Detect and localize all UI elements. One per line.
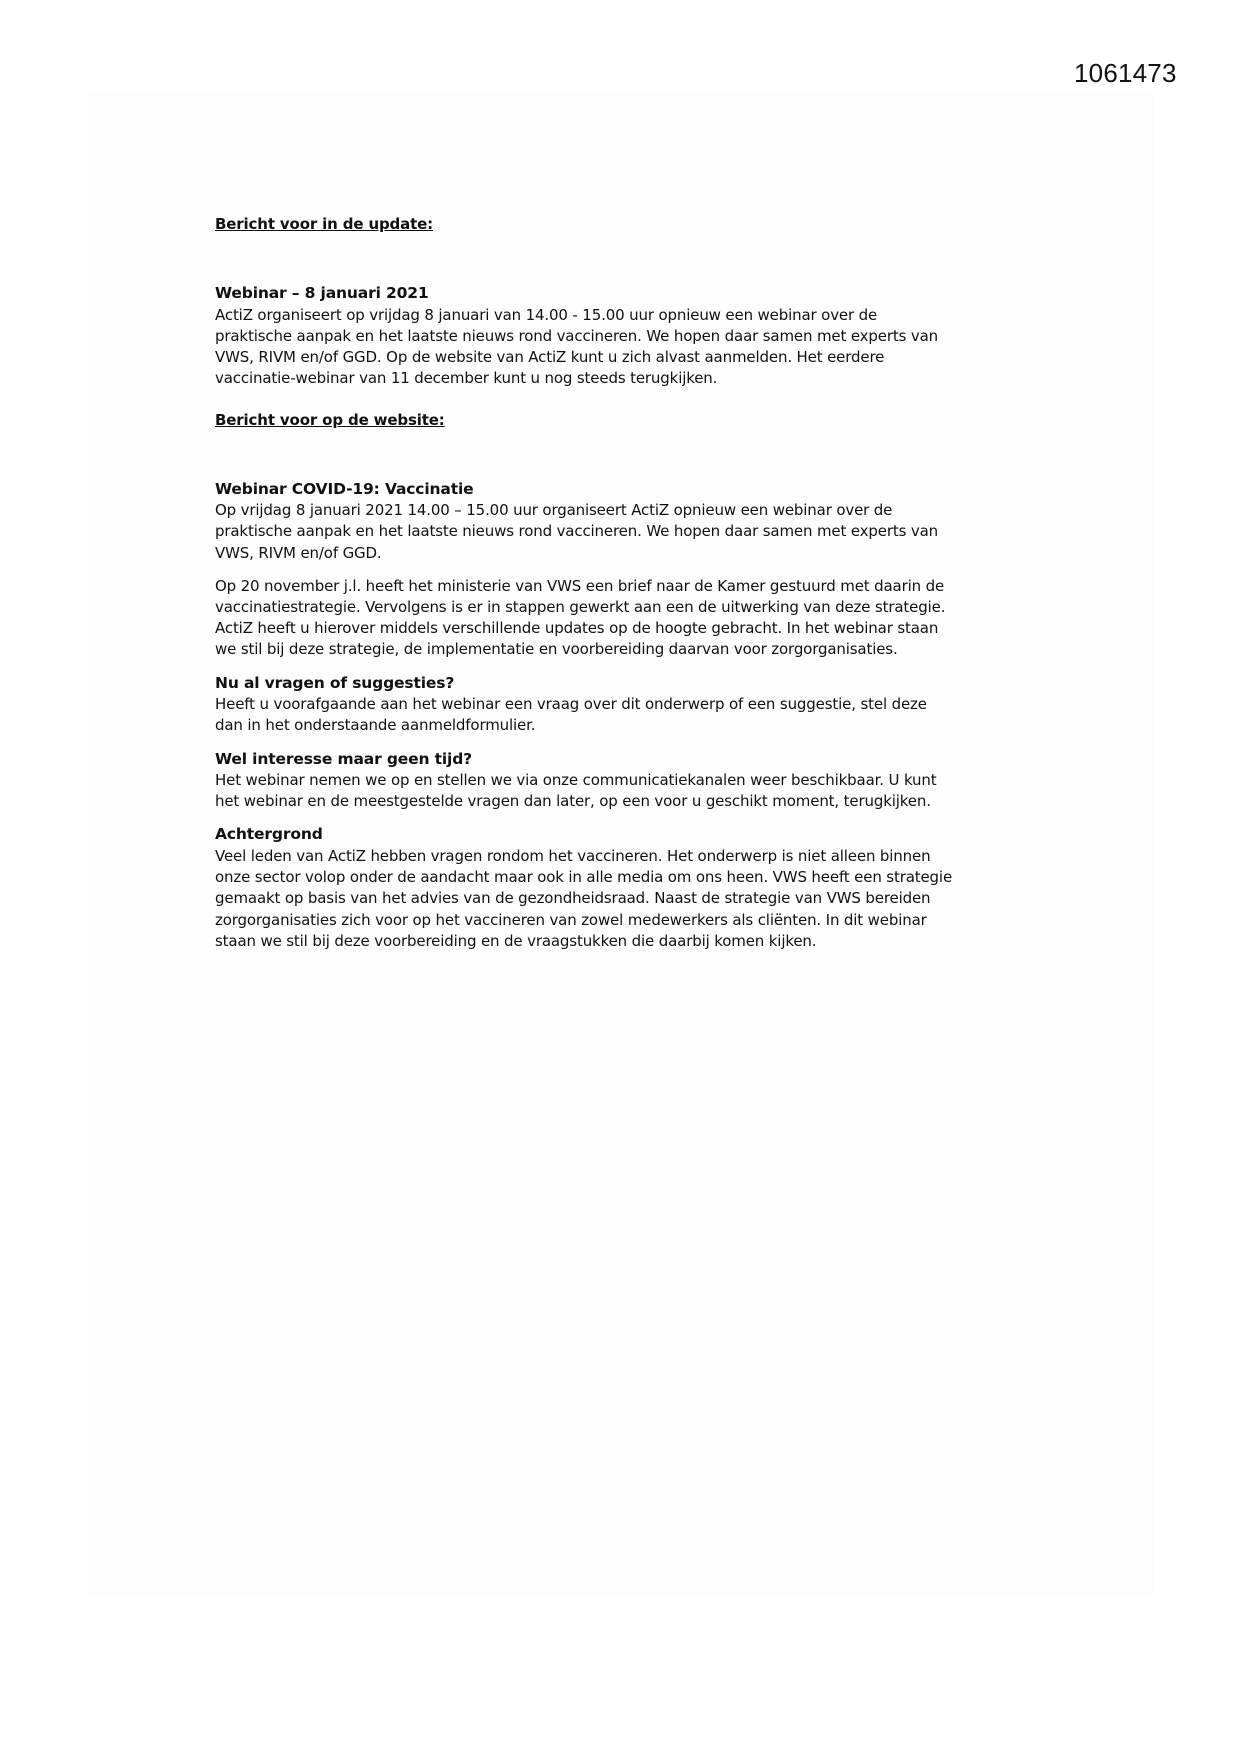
text-line: VWS, RIVM en/of GGD. Op de website van ActiZ kunt u zich alvast aanmelden. Het eerdere bbox=[215, 348, 885, 367]
text-line: Veel leden van ActiZ hebben vragen rondom het vaccineren. Het onderwerp is niet alleen binnen bbox=[215, 846, 931, 865]
text-line: onze sector volop onder de aandacht maar ook in alle media om ons heen. VWS heeft een strategie bbox=[215, 868, 953, 887]
heading-webinar-covid: Webinar COVID-19: Vaccinatie bbox=[215, 479, 474, 498]
text-line: VWS, RIVM en/of GGD. bbox=[215, 543, 382, 562]
background-paragraph bbox=[215, 846, 1045, 952]
text-line: we stil bij deze strategie, de implementatie en voorbereiding daarvan voor zorgorganisaties. bbox=[215, 640, 898, 659]
heading-questions: Nu al vragen of suggesties? bbox=[215, 673, 455, 692]
section-label-update: Bericht voor in de update: bbox=[215, 215, 434, 233]
text-line: gemaakt op basis van het advies van de gezondheidsraad. Naast de strategie van VWS bereiden bbox=[215, 889, 931, 908]
website-intro-paragraph bbox=[215, 500, 1045, 564]
heading-background: Achtergrond bbox=[215, 825, 323, 844]
text-line: praktische aanpak en het laatste nieuws rond vaccineren. We hopen daar samen met experts van bbox=[215, 326, 939, 345]
text-line: praktische aanpak en het laatste nieuws rond vaccineren. We hopen daar samen met experts van bbox=[215, 522, 939, 541]
strategy-paragraph bbox=[215, 576, 1045, 661]
text-line: vaccinatiestrategie. Vervolgens is er in stappen gewerkt aan een de uitwerking van deze strategie. bbox=[215, 598, 946, 617]
text-line: Heeft u voorafgaande aan het webinar een vraag over dit onderwerp of een suggestie, stel deze bbox=[215, 695, 927, 714]
text-line: het webinar en de meestgestelde vragen dan later, op een voor u geschikt moment, terugkijken. bbox=[215, 792, 931, 811]
section-label-website: Bericht voor op de website: bbox=[215, 410, 445, 429]
text-line: ActiZ heeft u hierover middels verschillende updates op de hoogte gebracht. In het webinar staan bbox=[215, 619, 939, 638]
update-paragraph bbox=[215, 305, 1045, 390]
questions-paragraph bbox=[215, 694, 1045, 736]
text-line: ActiZ organiseert op vrijdag 8 januari van 14.00 - 15.00 uur opnieuw een webinar over de bbox=[215, 305, 878, 324]
document-number: 1061473 bbox=[1074, 58, 1177, 88]
document-body bbox=[215, 214, 1045, 952]
text-line: Op vrijdag 8 januari 2021 14.00 – 15.00 uur organiseert ActiZ opnieuw een webinar over de bbox=[215, 501, 893, 520]
text-line: vaccinatie-webinar van 11 december kunt u nog steeds terugkijken. bbox=[215, 369, 718, 388]
text-line: dan in het onderstaande aanmeldformulier. bbox=[215, 716, 536, 735]
text-line: Op 20 november j.l. heeft het ministerie van VWS een brief naar de Kamer gestuurd met daarin de bbox=[215, 576, 945, 595]
heading-webinar-date: Webinar – 8 januari 2021 bbox=[215, 284, 429, 303]
text-line: Het webinar nemen we op en stellen we via onze communicatiekanalen weer beschikbaar. U kunt bbox=[215, 771, 937, 790]
no-time-paragraph bbox=[215, 770, 1045, 812]
text-line: zorgorganisaties zich voor op het vaccineren van zowel medewerkers als cliënten. In dit webinar bbox=[215, 910, 927, 929]
text-line: staan we stil bij deze voorbereiding en de vraagstukken die daarbij komen kijken. bbox=[215, 931, 817, 950]
heading-no-time: Wel interesse maar geen tijd? bbox=[215, 749, 472, 768]
